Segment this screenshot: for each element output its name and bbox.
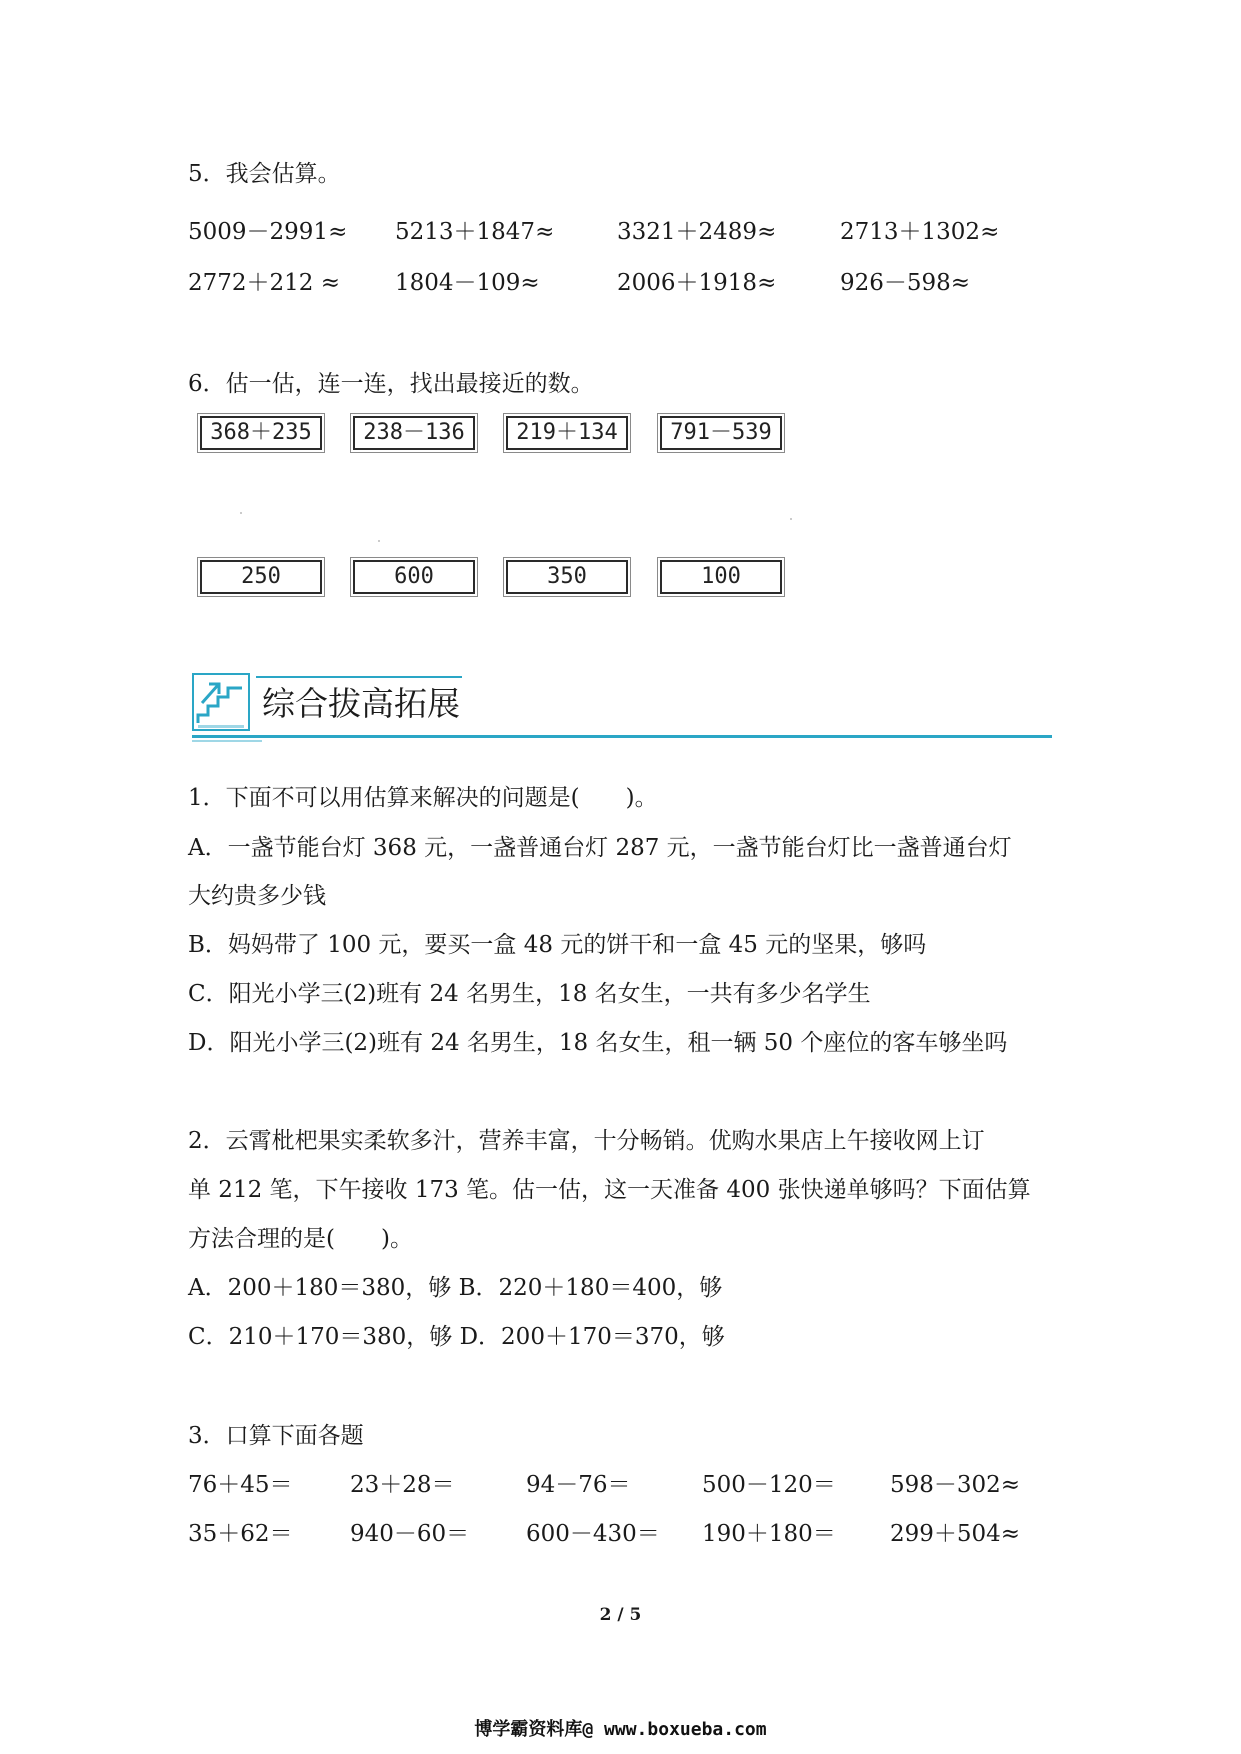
scan-speck [378, 540, 380, 542]
mental-math-item: 598－302≈ [890, 1472, 1021, 1498]
option-a[interactable]: A．一盏节能台灯 368 元，一盏普通台灯 287 元，一盏节能台灯比一盏普通台灯 [188, 835, 1012, 861]
section-6-title: 6．估一估，连一连，找出最接近的数。 [188, 371, 594, 397]
mental-math-item: 600－430＝ [526, 1521, 660, 1547]
section-banner-title: 综合拔高拓展 [262, 684, 460, 723]
answer-box[interactable]: 350 [506, 560, 628, 594]
mental-math-item: 190＋180＝ [702, 1521, 836, 1547]
banner-accent-top [256, 676, 462, 678]
question-stem: 1．下面不可以用估算来解决的问题是( )。 [188, 785, 658, 811]
estimate-item: 3321＋2489≈ [617, 219, 777, 245]
estimate-item: 2713＋1302≈ [840, 219, 1000, 245]
question-stem-line-2: 单 212 笔，下午接收 173 笔。估一估，这一天准备 400 张快递单够吗？下面估算 [188, 1177, 1031, 1203]
estimate-item: 5009－2991≈ [188, 219, 348, 245]
stairs-arrow-icon [192, 673, 250, 731]
answer-box[interactable]: 100 [660, 560, 782, 594]
expression-box[interactable]: 791－539 [660, 416, 782, 450]
options-c-d[interactable]: C．210＋170＝380，够 D．200＋170＝370，够 [188, 1324, 725, 1350]
expression-box[interactable]: 219＋134 [506, 416, 628, 450]
option-a-continued: 大约贵多少钱 [188, 883, 326, 909]
page-number: 2 / 5 [599, 1605, 642, 1625]
expression-box[interactable]: 368＋235 [200, 416, 322, 450]
option-b[interactable]: B．妈妈带了 100 元，要买一盒 48 元的饼干和一盒 45 元的坚果，够吗 [188, 932, 927, 958]
mental-math-item: 940－60＝ [350, 1521, 470, 1547]
mental-math-item: 35＋62＝ [188, 1521, 293, 1547]
estimate-item: 2772＋212 ≈ [188, 270, 341, 296]
options-a-b[interactable]: A．200＋180＝380，够 B．220＋180＝400，够 [188, 1275, 723, 1301]
estimate-item: 1804－109≈ [395, 270, 540, 296]
mental-math-item: 76＋45＝ [188, 1472, 293, 1498]
answer-box[interactable]: 600 [353, 560, 475, 594]
estimate-item: 2006＋1918≈ [617, 270, 777, 296]
mental-math-item: 94－76＝ [526, 1472, 631, 1498]
option-d[interactable]: D．阳光小学三(2)班有 24 名男生，18 名女生，租一辆 50 个座位的客车够坐吗 [188, 1030, 1008, 1056]
question-stem-line-3: 方法合理的是( )。 [188, 1226, 413, 1252]
question-stem: 2．云霄枇杷果实柔软多汁，营养丰富，十分畅销。优购水果店上午接收网上订 [188, 1128, 985, 1154]
banner-underline [192, 735, 1052, 738]
estimate-item: 926－598≈ [840, 270, 971, 296]
answer-box[interactable]: 250 [200, 560, 322, 594]
scan-speck [240, 512, 242, 514]
estimate-item: 5213＋1847≈ [395, 219, 555, 245]
mental-math-item: 500－120＝ [702, 1472, 836, 1498]
mental-math-item: 299＋504≈ [890, 1521, 1021, 1547]
expression-box[interactable]: 238－136 [353, 416, 475, 450]
watermark-text: 博学霸资料库@ www.boxueba.com [474, 1719, 767, 1740]
question-stem: 3．口算下面各题 [188, 1423, 364, 1449]
option-c[interactable]: C．阳光小学三(2)班有 24 名男生，18 名女生，一共有多少名学生 [188, 981, 871, 1007]
mental-math-item: 23＋28＝ [350, 1472, 455, 1498]
section-5-title: 5．我会估算。 [188, 161, 341, 187]
scan-speck [790, 518, 792, 520]
banner-underline-shadow [192, 740, 262, 742]
